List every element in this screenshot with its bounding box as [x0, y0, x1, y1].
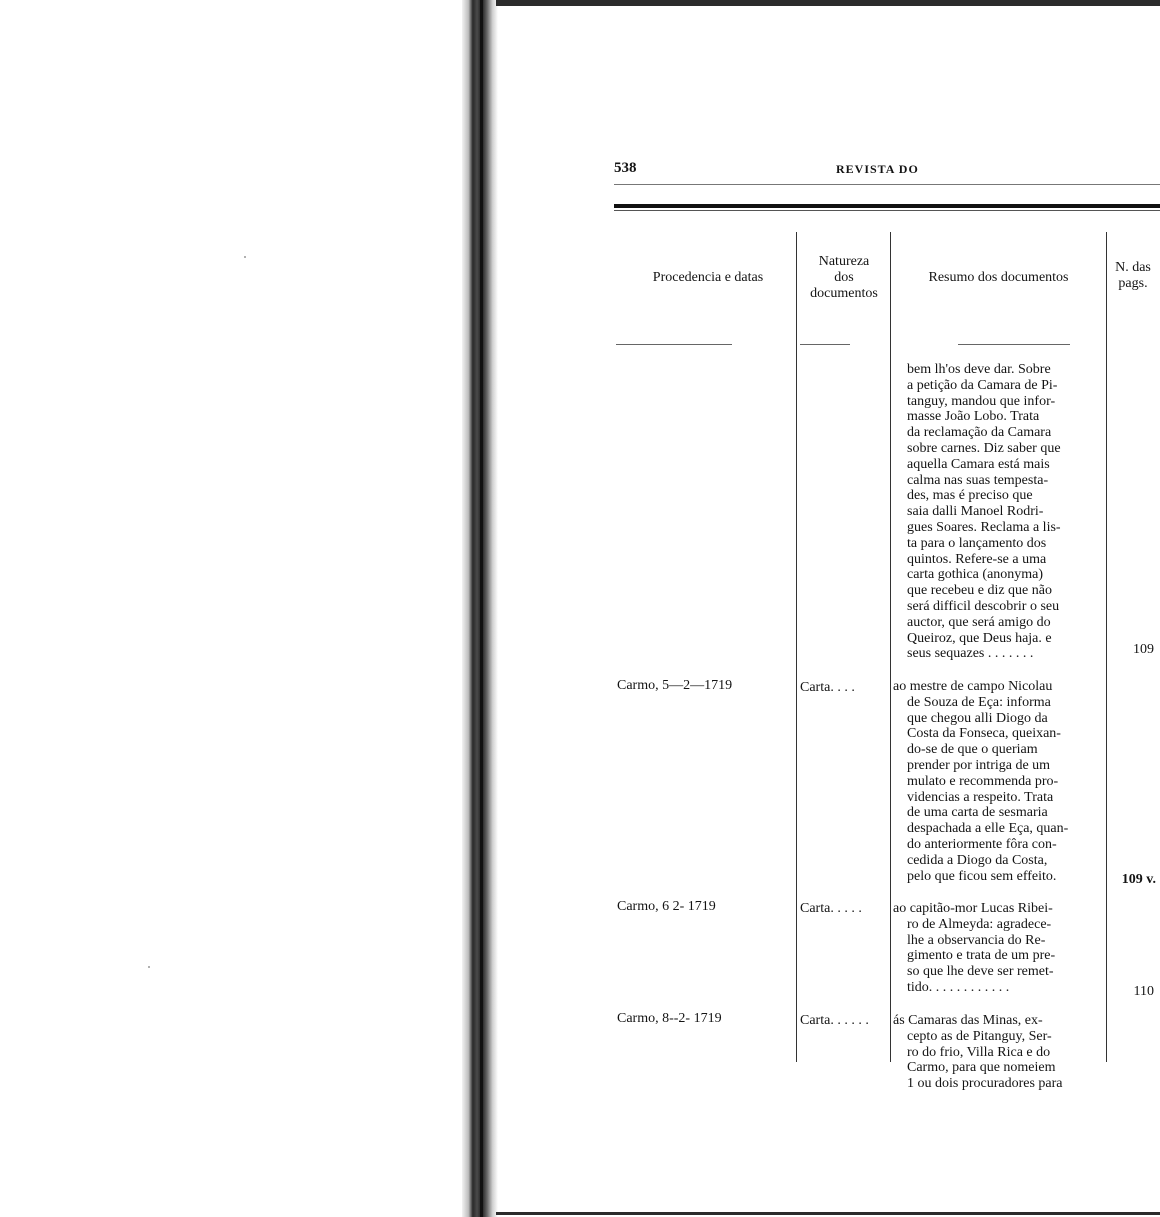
table-row-paginas: 110: [1133, 984, 1154, 999]
table-row-resumo: bem lh'os deve dar. Sobre a petição da Camara de Pi- tanguy, mandou que infor- masse João Lobo. Trata da reclamação da Camara sobre carnes. Diz saber que aquella Camara está mais calma nas suas tempesta- des, mas é preciso que saia dalli Manoel Rodri- gues Soares. Reclama a lis- ta para o lançamento dos quintos. Refere-se a uma carta gothica (anonyma) que recebeu e diz que não será difficil descobrir o seu auctor, que será amigo do Queiroz, que Deus haja. e seus sequazes . . . . . . .: [907, 362, 1061, 662]
column-divider-1: [796, 232, 797, 1062]
column-divider-2: [890, 232, 891, 1062]
table-top-rule: [614, 204, 1160, 208]
page-number: 538: [614, 160, 637, 176]
table-row-paginas: 109: [1133, 642, 1154, 657]
col-header-natureza: Natureza dos documentos: [810, 254, 878, 301]
table-top-rule-thin: [614, 210, 1160, 211]
header-rule: [614, 184, 1160, 185]
header-bottom-rule: [958, 344, 1070, 345]
table-row-procedencia: Carmo, 8--2- 1719: [617, 1011, 722, 1026]
dust-speck: [244, 256, 246, 258]
table-row-natureza: Carta. . . . .: [800, 901, 862, 916]
table-row-paginas: 109 v.: [1121, 872, 1156, 887]
table-row-natureza: Carta. . . . . .: [800, 1013, 869, 1028]
table-row-resumo: ás Camaras das Minas, ex- cepto as de Pitanguy, Ser- ro do frio, Villa Rica e do Carmo, para que nomeiem 1 ou dois procuradores para: [893, 1013, 1063, 1092]
header-bottom-rule: [800, 344, 850, 345]
table-row-natureza: Carta. . . .: [800, 680, 855, 695]
dust-speck: [148, 966, 150, 968]
header-bottom-rule: [616, 344, 732, 345]
table-row-procedencia: Carmo, 6 2- 1719: [617, 899, 716, 914]
col-header-paginas: N. das pags.: [1115, 260, 1151, 291]
running-head: REVISTA DO: [836, 162, 919, 176]
table-row-resumo: ao capitão-mor Lucas Ribei- ro de Almeyda: agradece- lhe a observancia do Re- gimento e trata de um pre- so que lhe deve ser remet- tido. . . . . . . . . . . .: [893, 901, 1056, 995]
col-header-procedencia: Procedencia e datas: [652, 270, 764, 285]
col-header-resumo: Resumo dos documentos: [928, 270, 1069, 285]
table-row-procedencia: Carmo, 5—2—1719: [617, 678, 733, 693]
page-bottom-edge: [496, 1212, 1160, 1215]
spine-edge-line: [480, 0, 483, 1217]
page-top-edge: [496, 0, 1160, 6]
table-row-resumo: ao mestre de campo Nicolau de Souza de Eça: informa que chegou alli Diogo da Costa da Fonseca, queixan- do-se de que o queriam prender por intriga de um mulato e recommenda pro- videncias a respeito. Trata de uma carta de sesmaria despachada a elle Eça, quan- do anteriormente fôra con- cedida a Diogo da Costa, pelo que ficou sem effeito.: [893, 679, 1069, 884]
column-divider-3: [1106, 232, 1107, 1062]
